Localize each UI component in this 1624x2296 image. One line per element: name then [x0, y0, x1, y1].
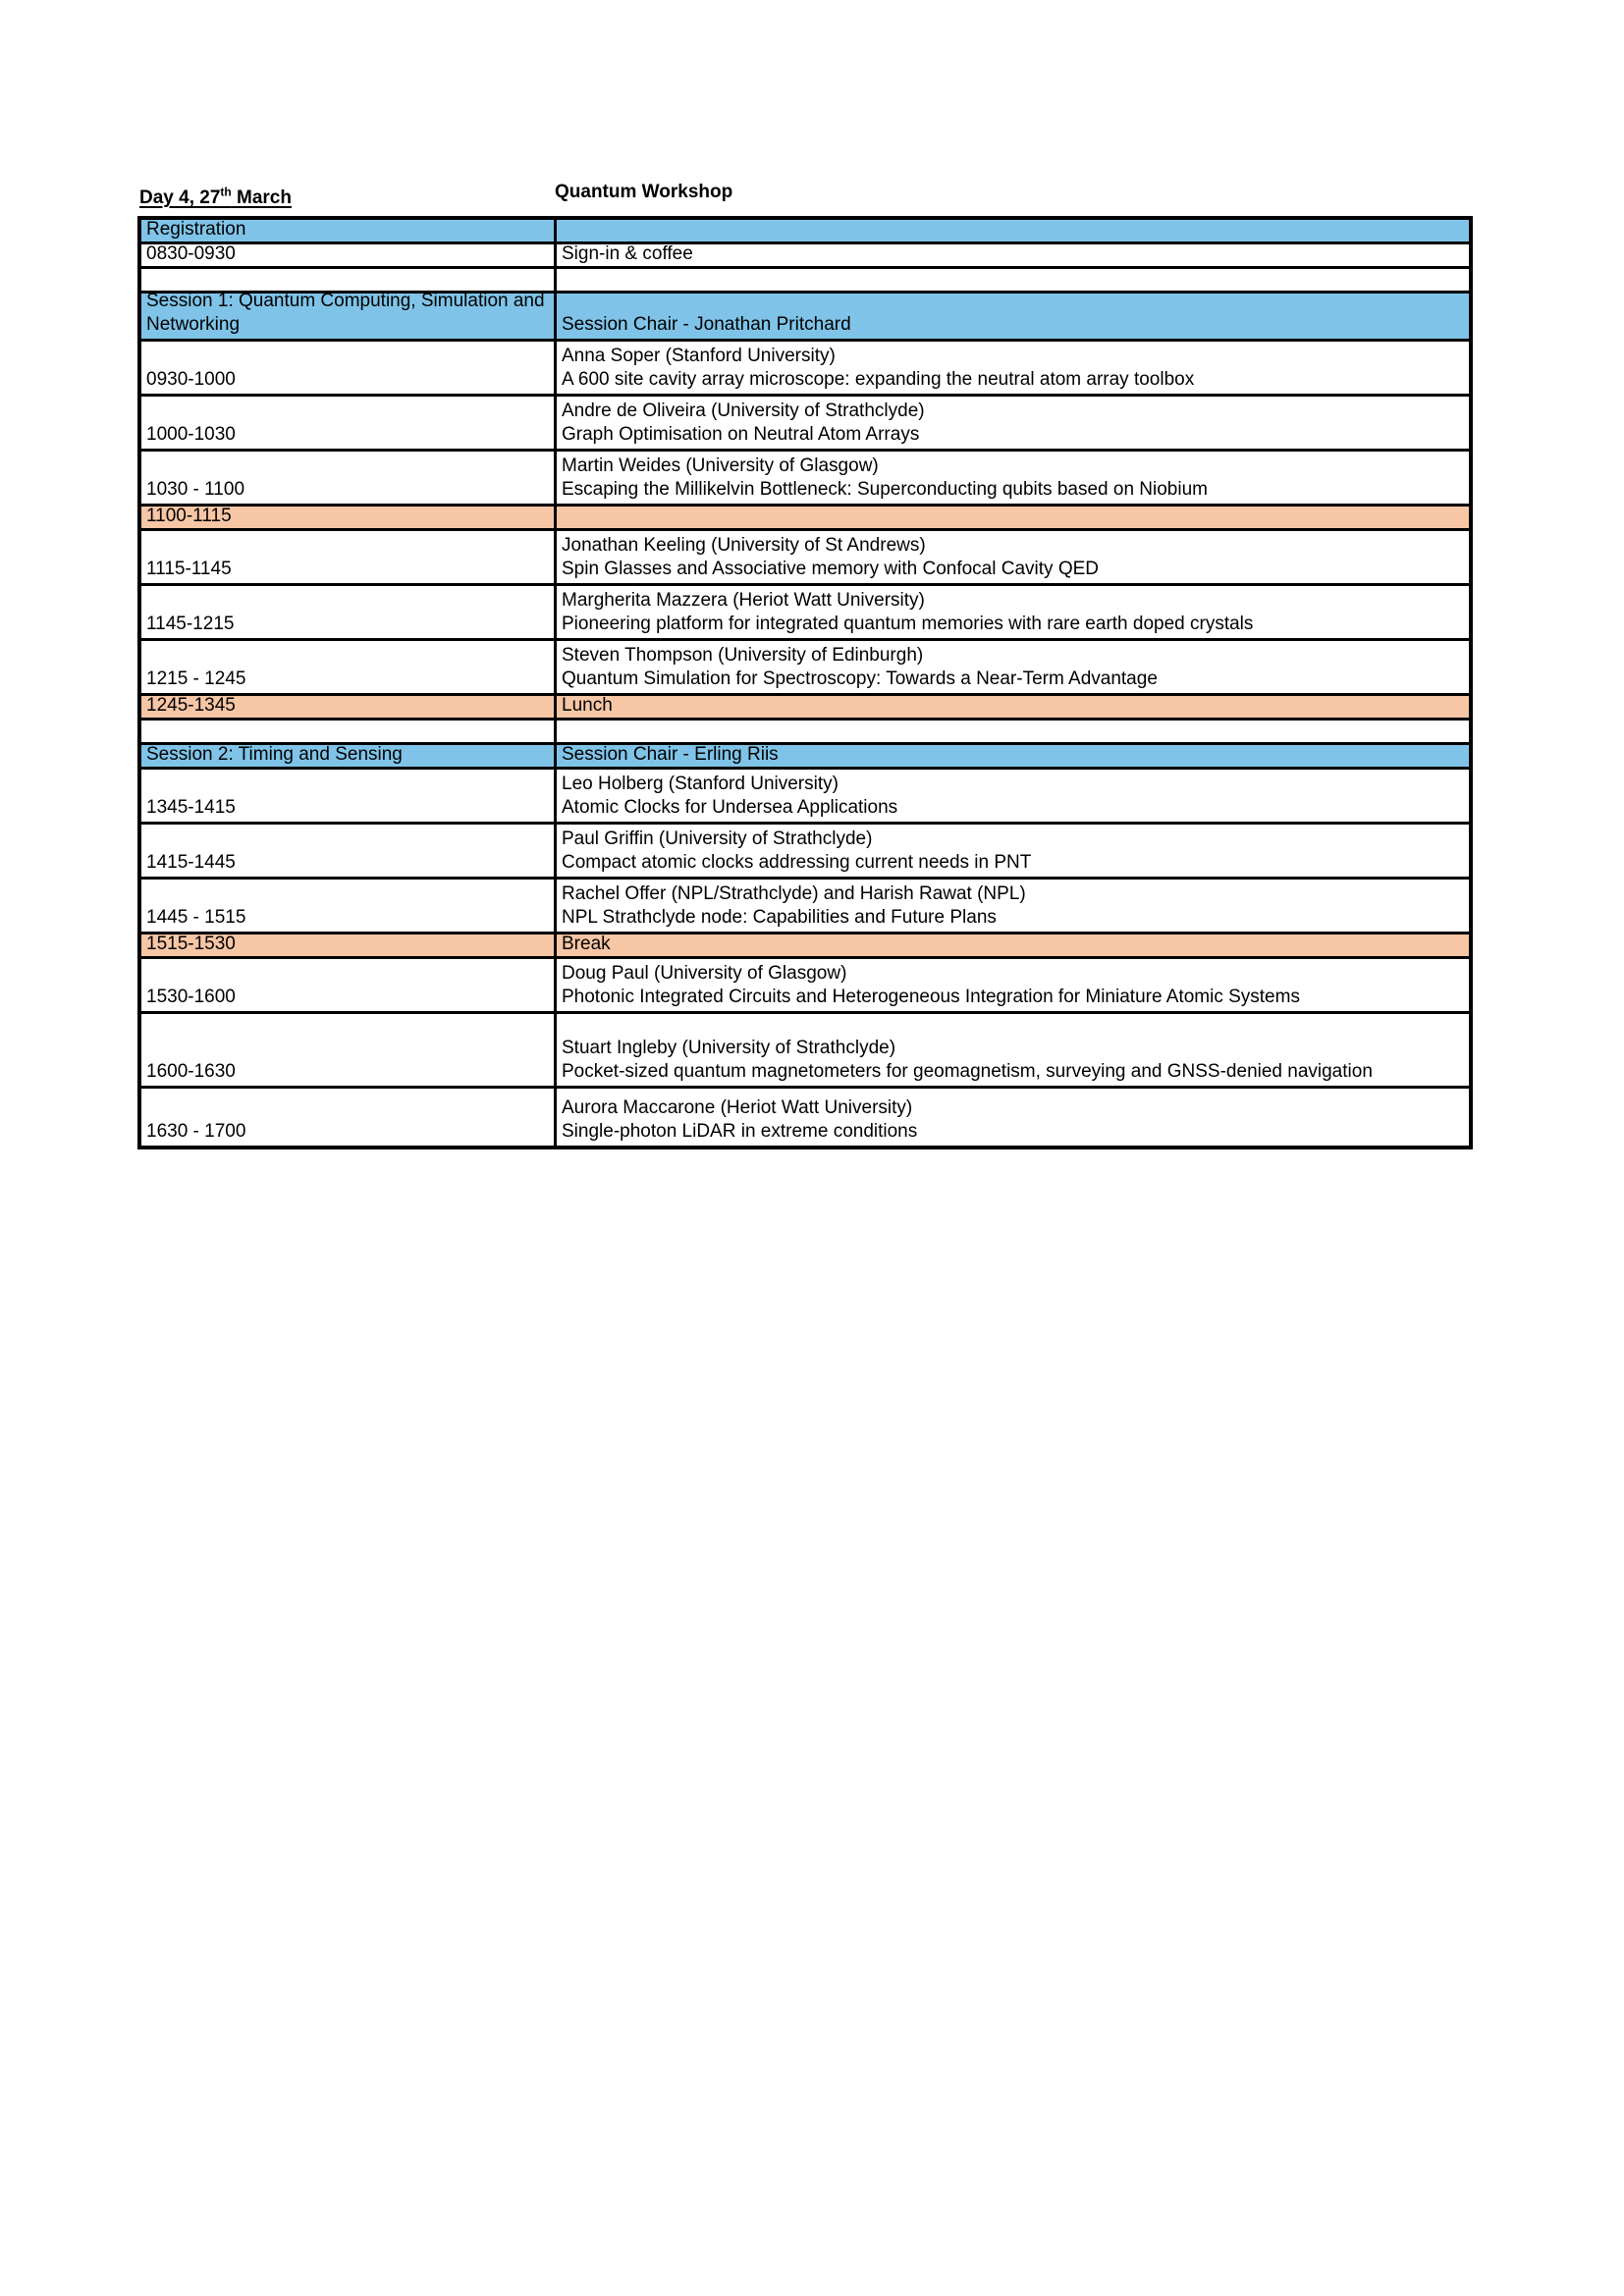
table-row-signin — [141, 244, 1469, 269]
time-cell: 1630 - 1700 — [141, 1089, 557, 1146]
speaker-line: Andre de Oliveira (University of Strathclyde) — [562, 400, 925, 422]
talk-title-line: A 600 site cavity array microscope: expanding the neutral atom array toolbox — [562, 369, 1195, 391]
table-row-talk — [141, 641, 1469, 696]
table-row-talk — [141, 342, 1469, 397]
detail-cell — [557, 959, 1469, 1011]
detail-cell — [557, 880, 1469, 932]
detail-cell — [557, 269, 1469, 291]
table-row-spacer — [141, 721, 1469, 745]
talk-title-line: Compact atomic clocks addressing current needs in PNT — [562, 852, 1032, 874]
speaker-line: Steven Thompson (University of Edinburgh) — [562, 645, 924, 667]
talk-title-line: Pioneering platform for integrated quantum memories with rare earth doped crystals — [562, 614, 1254, 635]
speaker-line: Doug Paul (University of Glasgow) — [562, 963, 847, 985]
time-cell: 1345-1415 — [141, 770, 557, 822]
table-row-lunch — [141, 696, 1469, 721]
day-title-rest: March — [231, 187, 292, 209]
talk-title-line: Spin Glasses and Associative memory with Confocal Cavity QED — [562, 559, 1099, 580]
time-cell: 1530-1600 — [141, 959, 557, 1011]
talk-title-line: Photonic Integrated Circuits and Heterogeneous Integration for Miniature Atomic Systems — [562, 987, 1300, 1008]
table-row-talk — [141, 397, 1469, 452]
table-row-talk — [141, 825, 1469, 880]
table-row-talk — [141, 452, 1469, 507]
workshop-title: Quantum Workshop — [555, 182, 733, 202]
day-title-base: Day 4, 27 — [139, 187, 221, 209]
table-row-talk — [141, 1089, 1469, 1146]
time-cell: 1600-1630 — [141, 1014, 557, 1086]
detail-cell — [557, 342, 1469, 394]
session-title-cell: Session 1: Quantum Computing, Simulation and Networking — [141, 294, 557, 339]
speaker-line: Martin Weides (University of Glasgow) — [562, 455, 879, 477]
time-cell: 1000-1030 — [141, 397, 557, 449]
talk-title-line: Single-photon LiDAR in extreme conditions — [562, 1121, 918, 1143]
detail-cell: Lunch — [562, 696, 613, 717]
day-title-text — [139, 187, 292, 208]
table-row-talk — [141, 586, 1469, 641]
speaker-line: Paul Griffin (University of Strathclyde) — [562, 828, 873, 850]
table-row-spacer — [141, 269, 1469, 294]
speaker-line: Rachel Offer (NPL/Strathclyde) and Harish Rawat (NPL) — [562, 883, 1026, 905]
time-cell: 1030 - 1100 — [141, 452, 557, 504]
detail-cell — [557, 220, 1469, 241]
detail-cell: Sign-in & coffee — [562, 244, 693, 265]
speaker-line: Margherita Mazzera (Heriot Watt University) — [562, 590, 925, 612]
detail-cell — [557, 1014, 1469, 1086]
table-row-talk — [141, 770, 1469, 825]
time-cell — [141, 269, 557, 291]
detail-cell — [557, 452, 1469, 504]
time-cell: 1100-1115 — [141, 507, 557, 528]
talk-title-line: Quantum Simulation for Spectroscopy: Towards a Near-Term Advantage — [562, 668, 1158, 690]
table-row-session1-header — [141, 294, 1469, 342]
time-cell: 1445 - 1515 — [141, 880, 557, 932]
session-title-cell: Session 2: Timing and Sensing — [141, 745, 557, 767]
speaker-line: Aurora Maccarone (Heriot Watt University) — [562, 1097, 913, 1119]
detail-cell — [557, 1089, 1469, 1146]
speaker-line: Anna Soper (Stanford University) — [562, 346, 836, 367]
schedule-document — [137, 181, 1473, 1149]
table-row-break — [141, 507, 1469, 531]
detail-cell — [557, 586, 1469, 638]
detail-cell — [557, 397, 1469, 449]
time-cell: 1115-1145 — [141, 531, 557, 583]
detail-cell — [557, 770, 1469, 822]
speaker-line: Jonathan Keeling (University of St Andrews) — [562, 535, 926, 557]
session-chair-cell: Session Chair - Erling Riis — [562, 745, 779, 766]
time-cell: 1515-1530 — [141, 934, 557, 956]
talk-title-line: Escaping the Millikelvin Bottleneck: Superconducting qubits based on Niobium — [562, 479, 1208, 501]
talk-title-line: NPL Strathclyde node: Capabilities and Future Plans — [562, 907, 997, 929]
day-title-superscript: th — [220, 186, 232, 199]
time-cell: 0830-0930 — [141, 244, 557, 266]
detail-cell — [557, 507, 1469, 528]
table-row-registration-header — [141, 220, 1469, 244]
detail-cell — [557, 531, 1469, 583]
day-title — [137, 181, 553, 210]
detail-cell: Break — [562, 934, 611, 955]
table-row-session2-header — [141, 745, 1469, 770]
time-cell — [141, 721, 557, 742]
session-chair-cell: Session Chair - Jonathan Pritchard — [562, 314, 851, 336]
time-cell: Registration — [141, 220, 557, 241]
table-row-talk — [141, 1014, 1469, 1089]
table-row-talk — [141, 880, 1469, 934]
detail-cell — [557, 641, 1469, 693]
schedule-table — [137, 216, 1473, 1149]
detail-cell — [557, 721, 1469, 742]
title-row — [137, 181, 1473, 210]
table-row-talk — [141, 531, 1469, 586]
table-row-break — [141, 934, 1469, 959]
time-cell: 0930-1000 — [141, 342, 557, 394]
talk-title-line: Pocket-sized quantum magnetometers for geomagnetism, surveying and GNSS-denied navigation — [562, 1061, 1373, 1083]
time-cell: 1215 - 1245 — [141, 641, 557, 693]
talk-title-line: Graph Optimisation on Neutral Atom Arrays — [562, 424, 920, 446]
time-cell: 1245-1345 — [141, 696, 557, 718]
time-cell: 1415-1445 — [141, 825, 557, 877]
detail-cell — [557, 825, 1469, 877]
speaker-line: Stuart Ingleby (University of Strathclyde) — [562, 1038, 896, 1059]
time-cell: 1145-1215 — [141, 586, 557, 638]
speaker-line: Leo Holberg (Stanford University) — [562, 774, 839, 795]
talk-title-line: Atomic Clocks for Undersea Applications — [562, 797, 898, 819]
table-row-talk — [141, 959, 1469, 1014]
